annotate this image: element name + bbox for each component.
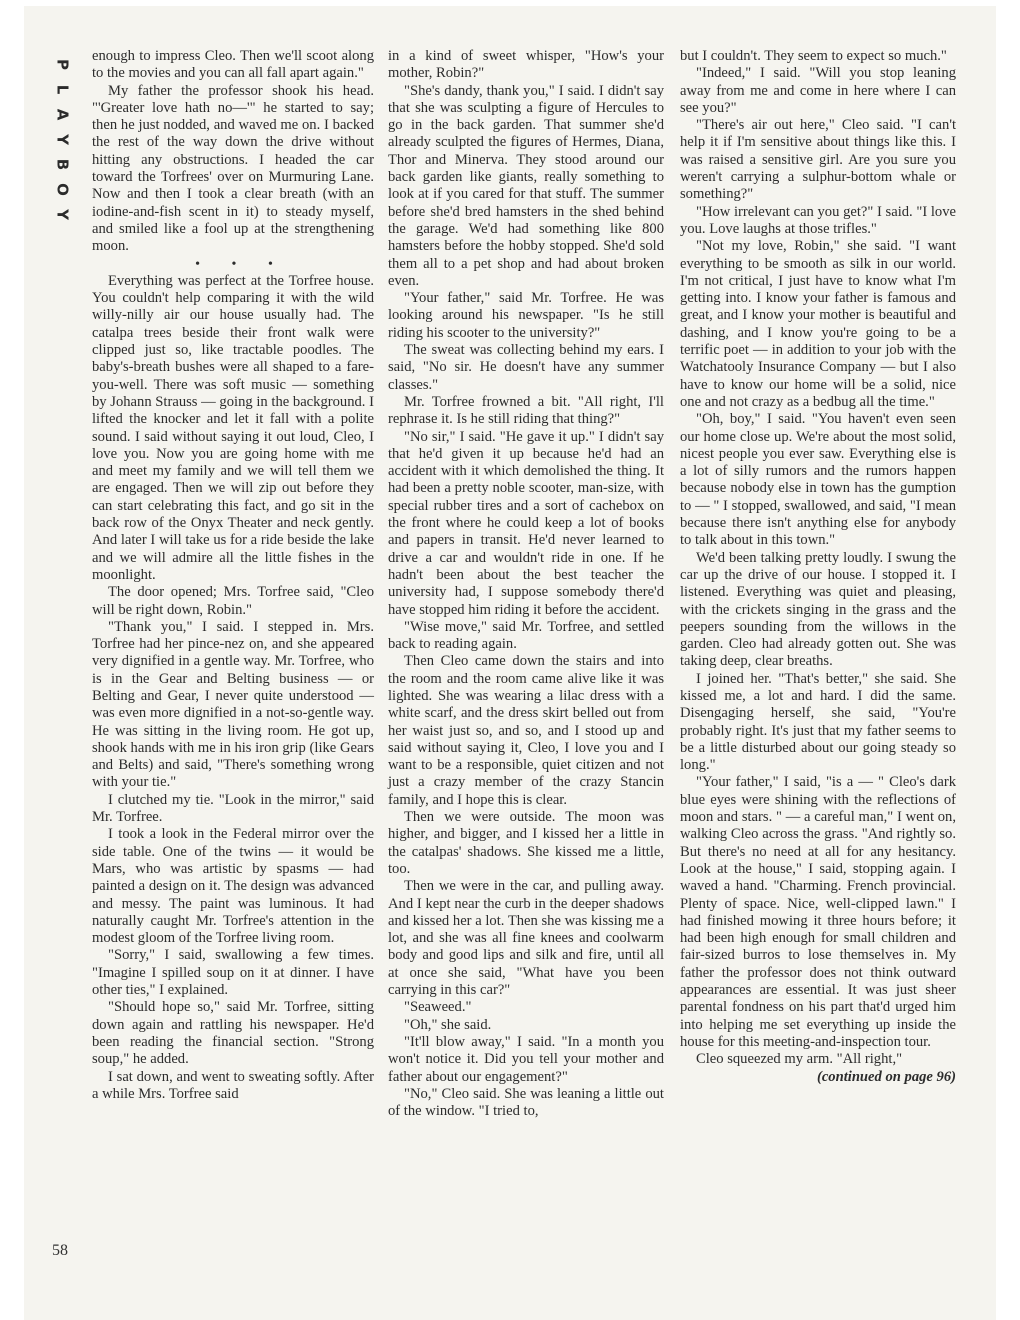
paragraph: "Should hope so," said Mr. Torfree, sitting down again and rattling his newspaper. He'd been reading the financial section. "Strong soup," he added. — [92, 999, 374, 1068]
paragraph: "No sir," I said. "He gave it up." I didn't say that he'd given it up because he'd had an accident with it which demolished the thing. It had been a pretty noble scooter, man-size, with special rubber tires and a sort of cachebox on the front where he could keep a lot of books and papers in transit. He'd never learned to drive a car and wouldn't ride in one. If he hadn't been about the best teacher the university had, I suppose somebody there'd have stopped him riding it before the accident. — [388, 428, 664, 618]
paragraph: enough to impress Cleo. Then we'll scoot along to the movies and you can all fall apart again." — [92, 48, 374, 82]
paragraph: "Thank you," I said. I stepped in. Mrs. Torfree had her pince-nez on, and she appeared very dignified in a gentle way. Mr. Torfree, who is in the Gear and Belting business — or Belting and Gear, I never quite understood — was even more dignified in a not-so-gentle way. He was sitting in the living room. He got up, shook hands with me in his iron grip (like Gears and Belts) and said, "There's something wrong with your tie." — [92, 618, 374, 791]
paragraph: "There's air out here," Cleo said. "I can't help it if I'm sensitive about things like this. I was raised a sensitive girl. Are you sure you weren't carrying a sulphur-bottom whale or something?" — [680, 117, 956, 203]
text-column-2 — [388, 48, 664, 1120]
paragraph: "Sorry," I said, swallowing a few times. "Imagine I spilled soup on it at dinner. I have other ties," I explained. — [92, 947, 374, 999]
text-column-3 — [680, 48, 956, 1086]
paragraph: "No," Cleo said. She was leaning a little out of the window. "I tried to, — [388, 1085, 664, 1120]
title-letter: O — [53, 183, 72, 196]
page-number: 58 — [52, 1242, 68, 1259]
paragraph: "It'll blow away," I said. "In a month you won't notice it. Did you tell your mother and father about our engagement?" — [388, 1033, 664, 1085]
paragraph: I joined her. "That's better," she said. She kissed me, a lot and hard. I did the same. Disengaging herself, she said, "You're probably right. It's just that my father seems to be a little disturbed about our going steady so long." — [680, 670, 956, 774]
title-letter: B — [53, 158, 72, 171]
paragraph: "Oh," she said. — [404, 1016, 492, 1033]
paragraph: "Wise move," said Mr. Torfree, and settled back to reading again. — [388, 618, 664, 653]
paragraph: but I couldn't. They seem to expect so much." — [680, 48, 947, 64]
paragraph: "She's dandy, thank you," I said. I didn't say that she was sculpting a figure of Hercules to go in the back garden. That summer she'd already sculpted the figures of Hermes, Diana, Thor and Minerva. They stood around our back garden like giants, really something to look at if you cared for that stuff. The summer before she'd bred hamsters in the shed behind the garage. We'd had something like 800 hamsters before the hobby stopped. She'd sold them all to a pet shop and had about broken even. — [388, 82, 664, 289]
paragraph: "Your father," I said, "is a — " Cleo's dark blue eyes were shining with the reflections of moon and stars. " — a careful man," I went on, walking Cleo across the grass. "And rightly so. But there's no need at all for any hesitancy. Look at the house," I said, stopping again. I waved a hand. "Charming. French provincial. Plenty of space. Nice, well-clipped lawn." I had finished mowing it three hours before; it had been high enough for small children and fair-sized burros to lose themselves in. My father the professor does not think outward appearances are essential. It was just sheer parental fondness on his part that'd urged him into helping me set everything up inside the house for this meeting-and-inspection tour. — [680, 774, 956, 1050]
title-letter: Y — [53, 209, 72, 220]
title-letter: Y — [53, 134, 72, 145]
paragraph: The door opened; Mrs. Torfree said, "Cleo will be right down, Robin." — [92, 584, 374, 618]
paragraph: Then we were outside. The moon was higher, and bigger, and I kissed her a little in the catalpas' shadows. She kissed me a little, too. — [388, 809, 664, 877]
paragraph: I sat down, and went to sweating softly. After a while Mrs. Torfree said — [92, 1068, 374, 1102]
paragraph: Mr. Torfree frowned a bit. "All right, I'll rephrase it. Is he still riding that thing?" — [388, 393, 664, 428]
paragraph: I took a look in the Federal mirror over the side table. One of the twins — it would be Mars, who was artistic by spasms — had painted a design on it. The design was advanced and messy. The paint was luminous. It had naturally caught Mr. Torfree's attention in the modest gloom of the Torfree living room. — [92, 826, 374, 947]
title-letter: P — [53, 59, 72, 70]
title-letter: A — [53, 108, 72, 121]
paragraph: The sweat was collecting behind my ears. I said, "No sir. He doesn't have any summer classes." — [388, 342, 664, 393]
paragraph: I clutched my tie. "Look in the mirror," said Mr. Torfree. — [92, 791, 374, 826]
paragraph: Then we were in the car, and pulling away. And I kept near the curb in the deeper shadows and kissed her a lot. Then she was kissing me a lot, and she was all fine knees and coolwarm body and good lips and silk and fire, until all at once she said, "What have you been carrying in this car?" — [388, 878, 664, 999]
paragraph: We'd been talking pretty loudly. I swung the car up the drive of our house. I stopped it. I listened. Everything was quiet and pleasing, with the crickets singing in the grass and the peepers sounding from the willows in the garden. Cleo had already gotten out. She was taking deep, clear breaths. — [680, 549, 956, 670]
vertical-magazine-title — [52, 52, 72, 227]
paragraph: "Not my love, Robin," she said. "I want everything to be smooth as silk in our world. I'm not critical, I just have to know what I'm getting into. I know your father is famous and great, and I know your mother is beautiful and dashing, and I know you're going to be a terrific poet — in addition to your job with the Watchatooly Insurance Company — but I also have to know our home will be a solid, nice one and not crazy as a bedbug all the time." — [680, 238, 956, 410]
section-break: • • • — [195, 256, 287, 272]
continued-note: (continued on page 96) — [816, 1068, 956, 1085]
paragraph: Everything was perfect at the Torfree house. You couldn't help comparing it with the wild willy-nilly air our house usually had. The catalpa trees beside their front walk were clipped just so, like tractable poodles. The baby's-breath bushes were all shaped to a fare-you-well. There was soft music — something by Johann Strauss — going in the background. I lifted the knocker and let it fall with a polite sound. I said without saying it out loud, Cleo, I love you. Now you are going home with me and meet my family and we will tell them we are engaged. Then we will zip out before they can start celebrating this fact, and go sit in the back row of the Onyx Theater and neck gently. And later I will take us for a ride beside the lake and we will admire all the little fishes in the moonlight. — [92, 272, 374, 583]
paragraph: "Indeed," I said. "Will you stop leaning away from me and come in here where I can see you?" — [680, 65, 956, 116]
paragraph: in a kind of sweet whisper, "How's your mother, Robin?" — [388, 48, 664, 82]
text-column-1 — [92, 48, 374, 1103]
paragraph: My father the professor shook his head. "'Greater love hath no—'" he started to say; then he just nodded, and waved me on. I backed the rest of the way down the drive without hitting any obstructions. I headed the car toward the Torfrees' over on Murmuring Lane. Now and then I took a clear breath (with an iodine-and-fish scent in it) to steady myself, and smiled like a fool up at the strengthening moon. — [92, 82, 374, 255]
paragraph: "Your father," said Mr. Torfree. He was looking around his newspaper. "Is he still riding his scooter to the university?" — [388, 290, 664, 341]
title-letter: L — [53, 84, 72, 95]
paragraph: "Seaweed." — [404, 999, 472, 1016]
paragraph: "Oh, boy," I said. "You haven't even seen our home close up. We're about the most solid, nicest people you ever saw. Everything else is a lot of silly rumors and the rumors happen because nobody else in town has the gumption to — " I stopped, swallowed, and said, "I mean because there isn't anything else for anybody to talk about in this town." — [680, 411, 956, 549]
paragraph: "How irrelevant can you get?" I said. "I love you. Love laughs at those trifles." — [680, 203, 956, 237]
paragraph: Then Cleo came down the stairs and into the room and the room came alive like it was lighted. She was wearing a lilac dress with a white scarf, and the dress skirt belled out from her waist just so, and so, and I stood up and said without saying it, Cleo, I love you and I want to be a responsible, quiet citizen and not just a crazy member of the crazy Stancin family, and I hope this is clear. — [388, 653, 664, 808]
paragraph: Cleo squeezed my arm. "All right," — [696, 1051, 903, 1068]
